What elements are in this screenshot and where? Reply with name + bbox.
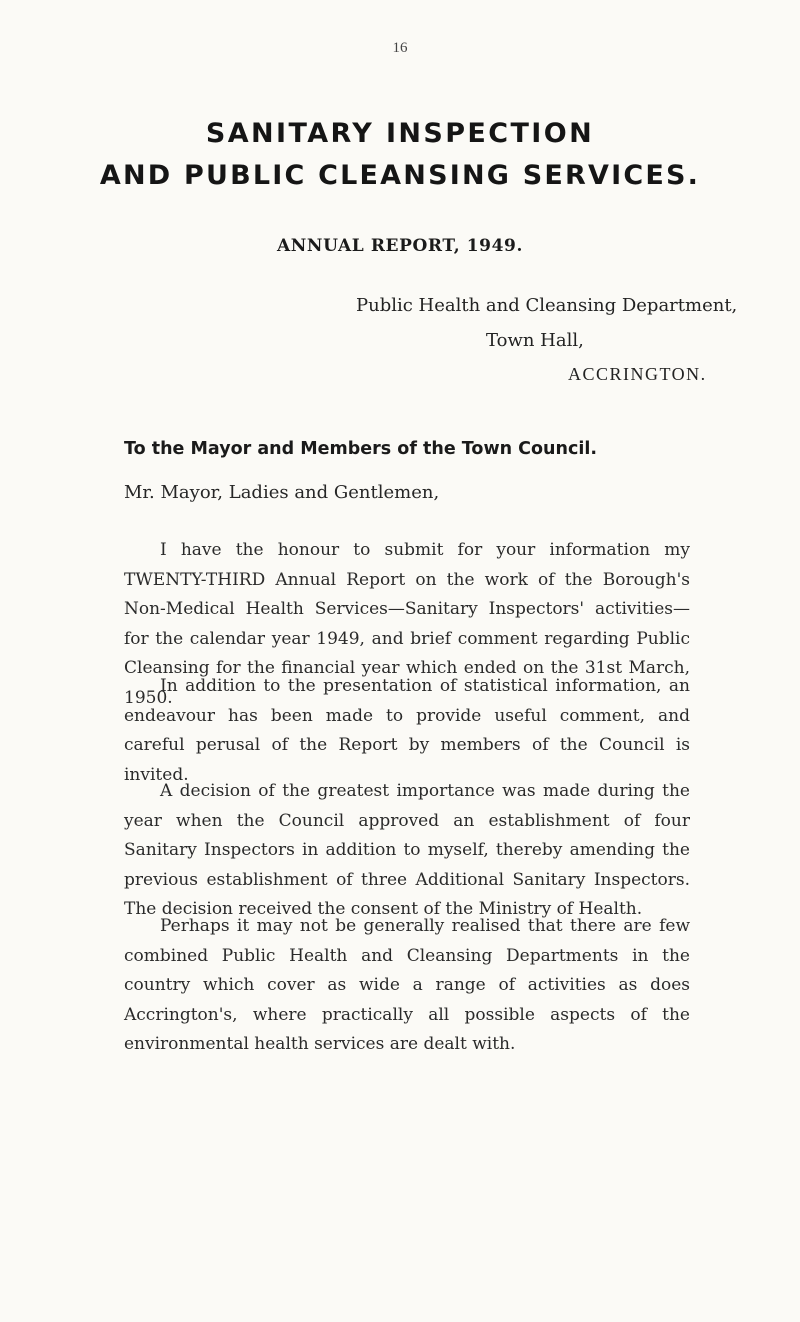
paragraph-statistics: In addition to the presentation of statistical information, an endeavour has been made to provide useful comment, and careful perusal of the Report by members of the Council is invited.	[124, 676, 690, 785]
address-line-town: ACCRINGTON.	[568, 364, 707, 384]
address-line-building: Town Hall,	[486, 330, 584, 351]
paragraph-departments: Perhaps it may not be generally realised that there are few combined Public Health and Cleansing Departments in the country which cover as wide a range of activities as does Accrington's, where practically all possible aspects of the environmental health services are dealt with.	[124, 916, 690, 1054]
addressee-heading: To the Mayor and Members of the Town Council.	[124, 439, 597, 459]
report-subtitle: ANNUAL REPORT, 1949.	[277, 236, 523, 256]
salutation: Mr. Mayor, Ladies and Gentlemen,	[124, 482, 440, 503]
report-title-line-1: SANITARY INSPECTION	[205, 118, 595, 149]
paragraph-establishment: A decision of the greatest importance was made during the year when the Council approved an establishment of four Sanitary Inspectors in addition to myself, thereby amending the previous establishment of three Additional Sanitary Inspectors. The decision received the consent of the Ministry of Health.	[124, 781, 690, 919]
page-number: 16	[392, 40, 408, 56]
report-title-line-2: AND PUBLIC CLEANSING SERVICES.	[99, 160, 701, 191]
address-line-department: Public Health and Cleansing Department,	[356, 295, 738, 316]
paragraph-introduction: I have the honour to submit for your information my TWENTY-THIRD Annual Report on the work of the Borough's Non-Medical Health Services—Sanitary Inspectors' activities—for the calendar year 1949, and brief comment regarding Public Cleansing for the financial year which ended on the 31st March, 1950.	[124, 540, 690, 708]
